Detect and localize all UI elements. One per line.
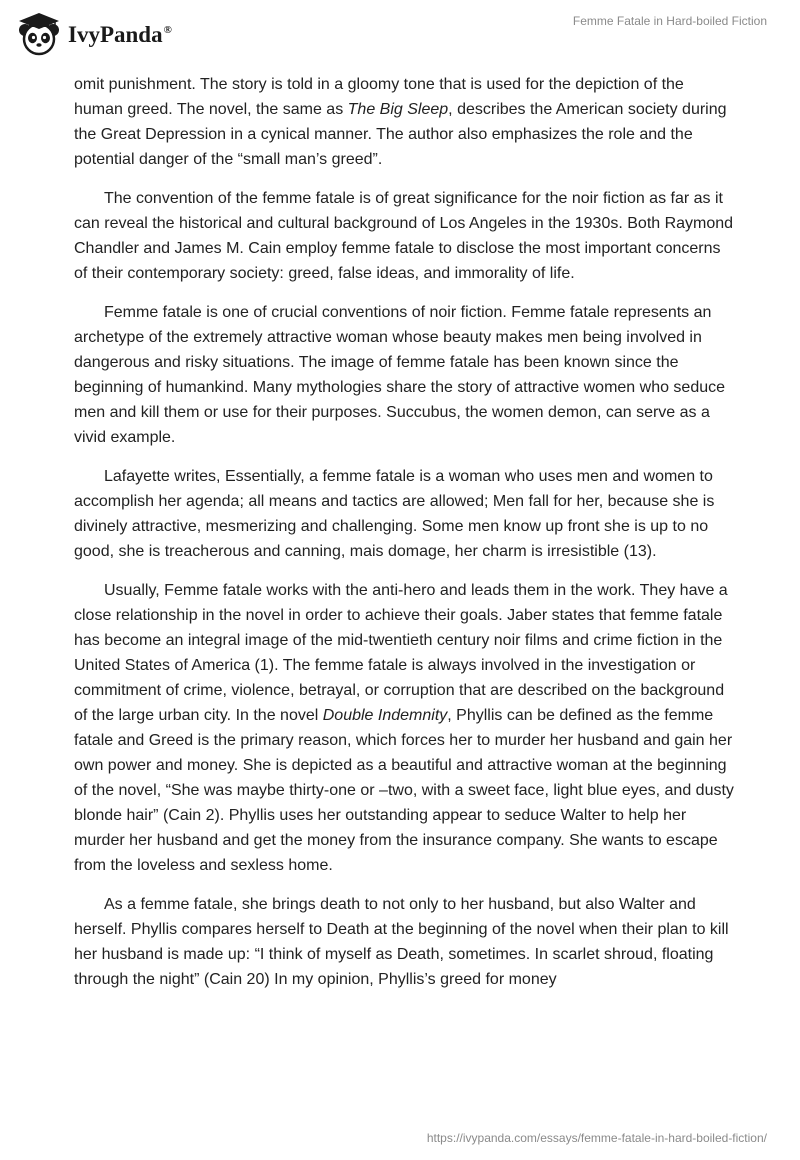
book-title: The Big Sleep [347, 101, 449, 118]
essay-paragraph [74, 892, 734, 992]
paragraph-text: Femme fatale is one of crucial conventions of noir fiction. Femme fatale represents an archetype of the extremely attractive woman whose beauty makes men being involved in dangerous and risky situations. The image of femme fatale has been known since the beginning of humankind. Many mythologies share the story of attractive women who seduce men and kill them or use for their purposes. Succubus, the women demon, can serve as a vivid example. [74, 304, 726, 446]
paragraph-text: The convention of the femme fatale is of great significance for the noir fiction as far as it can reveal the historical and cultural background of Los Angeles in the 1930s. Both Raymond Chandler and James M. Cain employ femme fatale to disclose the most important concerns of their contemporary society: greed, false ideas, and immorality of life. [74, 190, 734, 282]
paragraph-text: , Phyllis can be defined as the femme fatale and Greed is the primary reason, which forces her to murder her husband and gain her own power and money. She is depicted as a beautiful and attractive woman at the beginning of the novel, “She was maybe thirty-one or –two, with a sweet face, light blue eyes, and dusty blonde hair” (Cain 2). Phyllis uses her outstanding appear to seduce Walter to help her murder her husband and get the money from the insurance company. She wants to escape from the loveless and sexless home. [74, 707, 734, 874]
ivypanda-logo[interactable] [16, 10, 172, 56]
panda-graduate-icon [16, 10, 62, 56]
document-title: Femme Fatale in Hard-boiled Fiction [572, 14, 767, 28]
paragraph-text: As a femme fatale, she brings death to not only to her husband, but also Walter and herself. Phyllis compares herself to Death at the beginning of the novel when their plan to kill her husband is made up: “I think of myself as Death, sometimes. In scarlet shroud, floating through the night” (Cain 20) In my opinion, Phyllis’s greed for money [74, 896, 729, 988]
essay-paragraph [74, 464, 734, 564]
paragraph-text: omit punishment. The story is told in a gloomy tone that is used for the depiction of the human greed. The novel, the same as [74, 76, 684, 118]
essay-paragraph [74, 186, 734, 286]
essay-paragraph [74, 578, 734, 878]
paragraph-text: Usually, Femme fatale works with the anti-hero and leads them in the work. They have a close relationship in the novel in order to achieve their goals. Jaber states that femme fatale has become an integral image of the mid-twentieth century noir films and crime fiction in the United States of America (1). The femme fatale is always involved in the investigation or commitment of crime, violence, betrayal, or corruption that are described on the background of the large urban city. In the novel [74, 582, 728, 724]
paragraph-text: Lafayette writes, Essentially, a femme fatale is a woman who uses men and women to accomplish her agenda; all means and tactics are allowed; Men fall for her, because she is divinely attractive, mesmerizing and challenging. Some men know up front she is up to no good, she is treacherous and canning, mais domage, her charm is irresistible (13). [74, 468, 715, 560]
essay-paragraph [74, 72, 734, 172]
essay-paragraph [74, 300, 734, 450]
essay-body [74, 72, 734, 1006]
book-title: Double Indemnity [322, 707, 448, 724]
paragraph-text: , describes the American society during the Great Depression in a cynical manner. The author also emphasizes the role and the potential danger of the “small man’s greed”. [74, 101, 727, 168]
brand-name: IvyPanda® [68, 22, 172, 47]
source-url[interactable]: https://ivypanda.com/essays/femme-fatale-in-hard-boiled-fiction/ [426, 1131, 767, 1145]
page-header [0, 0, 800, 70]
